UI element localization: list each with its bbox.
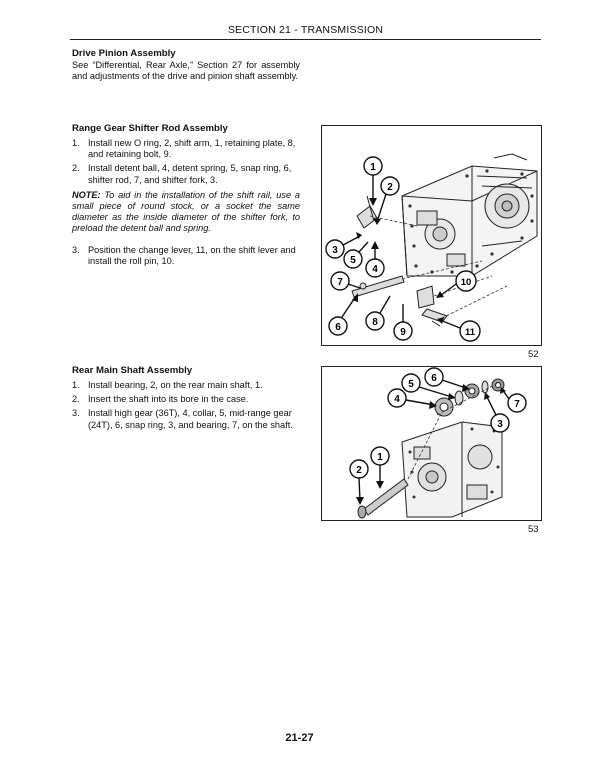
callout-8 — [366, 296, 390, 330]
rear-main-steps — [72, 380, 300, 431]
list-item — [72, 380, 300, 391]
callout-label: 1 — [377, 452, 383, 463]
note-text: To aid in the installation of the shift rail, use a small piece of round stock, or a socket the same diameter as the inside diameter of the shifter fork, to preload the detent ball and spring. — [72, 189, 300, 234]
callout-1 — [371, 447, 389, 489]
transmission-case-drawing — [402, 422, 502, 517]
callout-label: 6 — [431, 373, 437, 384]
step-number: 1. — [72, 380, 80, 390]
step-text: Install new O ring, 2, shift arm, 1, retaining plate, 8, and retaining bolt, 9. — [88, 138, 296, 160]
callout-label: 8 — [372, 317, 378, 328]
drive-pinion-heading: Drive Pinion Assembly — [72, 48, 176, 59]
section-header: SECTION 21 - TRANSMISSION — [227, 24, 384, 36]
callout-7 — [331, 272, 360, 290]
callout-label: 5 — [408, 379, 414, 390]
list-item — [72, 138, 300, 160]
transmission-case-drawing — [402, 154, 537, 276]
step-text: Insert the shaft into its bore in the case. — [88, 394, 249, 405]
figure-53-number: 53 — [528, 524, 539, 535]
step-text: Position the change lever, 11, on the shift lever and install the roll pin, 10. — [88, 244, 296, 266]
range-gear-heading: Range Gear Shifter Rod Assembly — [72, 123, 228, 134]
callout-label: 1 — [370, 162, 376, 173]
drive-pinion-section — [72, 48, 300, 82]
figure-53-frame — [321, 366, 542, 521]
callout-6 — [425, 368, 470, 392]
callout-6 — [329, 293, 358, 335]
step-text: Install bearing, 2, on the rear main shaft, 1. — [88, 380, 263, 390]
figure-53-illustration — [322, 367, 541, 520]
callout-label: 3 — [332, 245, 338, 256]
list-item — [72, 163, 300, 185]
step-number: 1. — [72, 138, 80, 148]
callout-label: 7 — [337, 277, 343, 288]
rear-main-section — [72, 365, 300, 431]
figure-52-number: 52 — [528, 349, 539, 360]
figure-52-frame — [321, 125, 542, 346]
callout-label: 9 — [400, 327, 406, 338]
step-text: Install high gear (36T), 4, collar, 5, mid-range gear (24T), 6, snap ring, 3, and bearing, 7, on the shaft. — [88, 408, 293, 430]
callout-label: 3 — [497, 419, 503, 430]
list-item — [72, 245, 300, 267]
callout-label: 10 — [460, 277, 472, 288]
callout-2 — [350, 460, 368, 505]
callout-label: 7 — [514, 399, 520, 410]
drive-pinion-body: See “Differential, Rear Axle,” Section 27 for assembly and adjustments of the drive and pinion shaft assembly. — [72, 60, 300, 82]
header-rule — [70, 39, 541, 40]
range-gear-steps-after — [72, 245, 300, 267]
list-item — [72, 394, 300, 405]
callout-1 — [364, 157, 382, 206]
callout-label: 2 — [356, 465, 362, 476]
callout-label: 11 — [464, 327, 476, 338]
callout-label: 4 — [394, 394, 400, 405]
range-gear-section — [72, 123, 300, 267]
callout-4 — [366, 241, 384, 277]
note-paragraph — [72, 190, 300, 235]
callout-label: 4 — [372, 264, 378, 275]
range-gear-steps — [72, 138, 300, 186]
note-label: NOTE: — [72, 189, 101, 200]
page-number: 21-27 — [285, 732, 314, 744]
step-number: 3. — [72, 244, 80, 255]
step-number: 2. — [72, 394, 80, 405]
list-item — [72, 408, 300, 430]
step-number: 2. — [72, 163, 80, 174]
callout-label: 5 — [350, 255, 356, 266]
callout-5 — [344, 242, 368, 268]
callout-label: 2 — [387, 182, 393, 193]
figure-52-illustration — [322, 126, 541, 345]
rear-main-heading: Rear Main Shaft Assembly — [72, 365, 193, 376]
callout-label: 6 — [335, 322, 341, 333]
step-text: Install detent ball, 4, detent spring, 5, snap ring, 6, shifter rod, 7, and shifter fork, 3. — [88, 163, 292, 185]
callout-7 — [500, 387, 526, 412]
step-number: 3. — [72, 408, 80, 419]
callout-9 — [394, 304, 412, 340]
